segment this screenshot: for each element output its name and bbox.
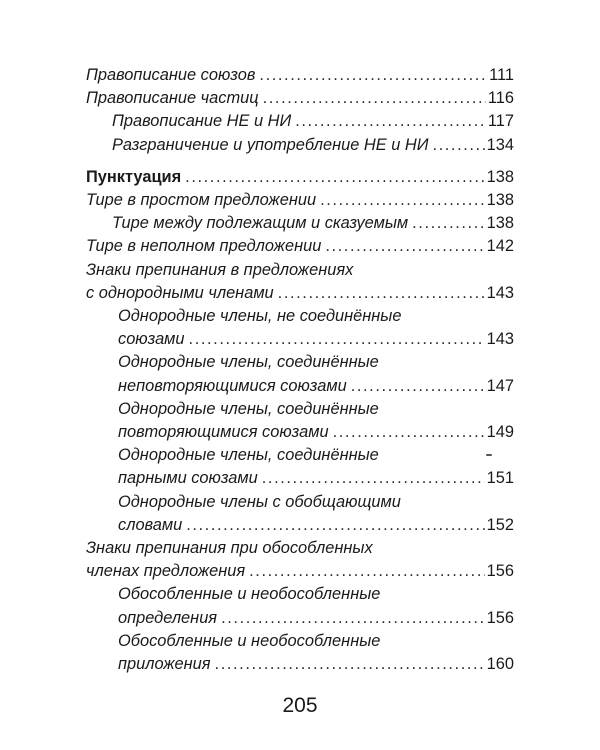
dot-leader <box>189 328 485 351</box>
toc-entry <box>118 398 514 444</box>
toc-entry <box>112 212 514 235</box>
toc-entry <box>112 134 514 157</box>
toc-page-number: 138 <box>486 191 514 210</box>
toc-entry-title-continued: определения <box>118 608 218 627</box>
toc-page-number: 111 <box>489 66 514 84</box>
toc-entry <box>118 583 514 629</box>
toc-entry-title: Разграничение и употребление НЕ и НИ <box>112 135 429 154</box>
toc-entry-title: Правописание НЕ и НИ <box>112 112 292 131</box>
toc-page-number: 156 <box>486 608 514 627</box>
toc-entry-title-continued: приложения <box>118 655 211 674</box>
dot-leader <box>186 514 484 537</box>
toc-page-number: 116 <box>487 89 514 108</box>
toc-page-number: 156 <box>486 562 514 581</box>
dot-leader <box>185 166 484 189</box>
toc-entry <box>86 189 514 212</box>
dot-leader <box>325 235 484 258</box>
dot-leader <box>259 64 487 87</box>
toc-entry-title-continued: словами <box>118 515 183 534</box>
toc-page-number: 138 <box>486 214 514 233</box>
toc-entry <box>118 305 514 351</box>
toc-entry <box>86 537 514 583</box>
table-of-contents <box>86 64 514 676</box>
toc-page-number: 134 <box>486 135 514 154</box>
toc-page-number: 152 <box>486 515 514 534</box>
toc-entry <box>86 235 514 258</box>
toc-entry <box>112 110 514 133</box>
dot-leader <box>351 375 485 398</box>
dot-leader <box>432 134 484 157</box>
toc-entry-title: Знаки препинания при обособленных <box>86 539 373 558</box>
toc-page-number: 149 <box>486 423 514 442</box>
toc-page-number: 147 <box>486 376 514 395</box>
toc-entry-title: Правописание союзов <box>86 66 256 84</box>
toc-entry-title-continued: союзами <box>118 330 185 349</box>
toc-section-heading <box>86 166 514 189</box>
toc-page-number: 151 <box>486 469 514 488</box>
toc-page-number: 117 <box>487 112 514 131</box>
toc-entry-title-continued: повторяющимися союзами <box>118 423 329 442</box>
toc-entry <box>86 259 514 305</box>
dot-leader <box>262 467 485 490</box>
dot-leader <box>333 421 485 444</box>
toc-entry-title: Однородные члены, соединённые <box>118 399 379 418</box>
toc-entry-title-continued: с однородными членами <box>86 283 274 302</box>
dot-leader <box>221 607 485 630</box>
toc-page-number: 143 <box>486 283 514 302</box>
toc-entry <box>86 87 514 110</box>
print-speck <box>486 454 492 456</box>
toc-page-number: 160 <box>486 655 514 674</box>
dot-leader <box>278 282 485 305</box>
toc-page-number: 142 <box>486 237 514 256</box>
toc-entry-title-continued: парными союзами <box>118 469 258 488</box>
toc-page-number: 138 <box>486 167 514 186</box>
toc-entry-title: Знаки препинания в предложениях <box>86 260 354 279</box>
toc-entry <box>86 64 514 87</box>
toc-entry-title: Обособленные и необособленные <box>118 585 381 604</box>
dot-leader <box>263 87 486 110</box>
toc-entry-title-continued: неповторяющимися союзами <box>118 376 347 395</box>
page-number-footer: 205 <box>282 694 318 717</box>
toc-entry-title: Тире в простом предложении <box>86 191 317 210</box>
dot-leader <box>295 110 486 133</box>
toc-entry-title: Тире между подлежащим и сказуемым <box>112 214 409 233</box>
toc-entry-title: Однородные члены, не соединённые <box>118 307 402 326</box>
toc-entry <box>118 444 514 490</box>
toc-entry-title: Тире в неполном предложении <box>86 237 322 256</box>
toc-entry <box>118 351 514 397</box>
toc-entry <box>118 491 514 537</box>
toc-entry-title: Правописание частиц <box>86 89 259 108</box>
dot-leader <box>215 653 485 676</box>
toc-entry-title: Однородные члены, соединённые <box>118 446 379 465</box>
toc-section-title: Пунктуация <box>86 167 182 186</box>
toc-entry-title: Однородные члены с обобщающими <box>118 492 401 511</box>
toc-entry-title: Однородные члены, соединённые <box>118 353 379 372</box>
toc-entry-title: Обособленные и необособленные <box>118 631 381 650</box>
dot-leader <box>320 189 485 212</box>
dot-leader <box>249 560 485 583</box>
dot-leader <box>412 212 484 235</box>
toc-page-number: 143 <box>486 330 514 349</box>
toc-entry <box>118 630 514 676</box>
toc-entry-title-continued: членах предложения <box>86 562 246 581</box>
